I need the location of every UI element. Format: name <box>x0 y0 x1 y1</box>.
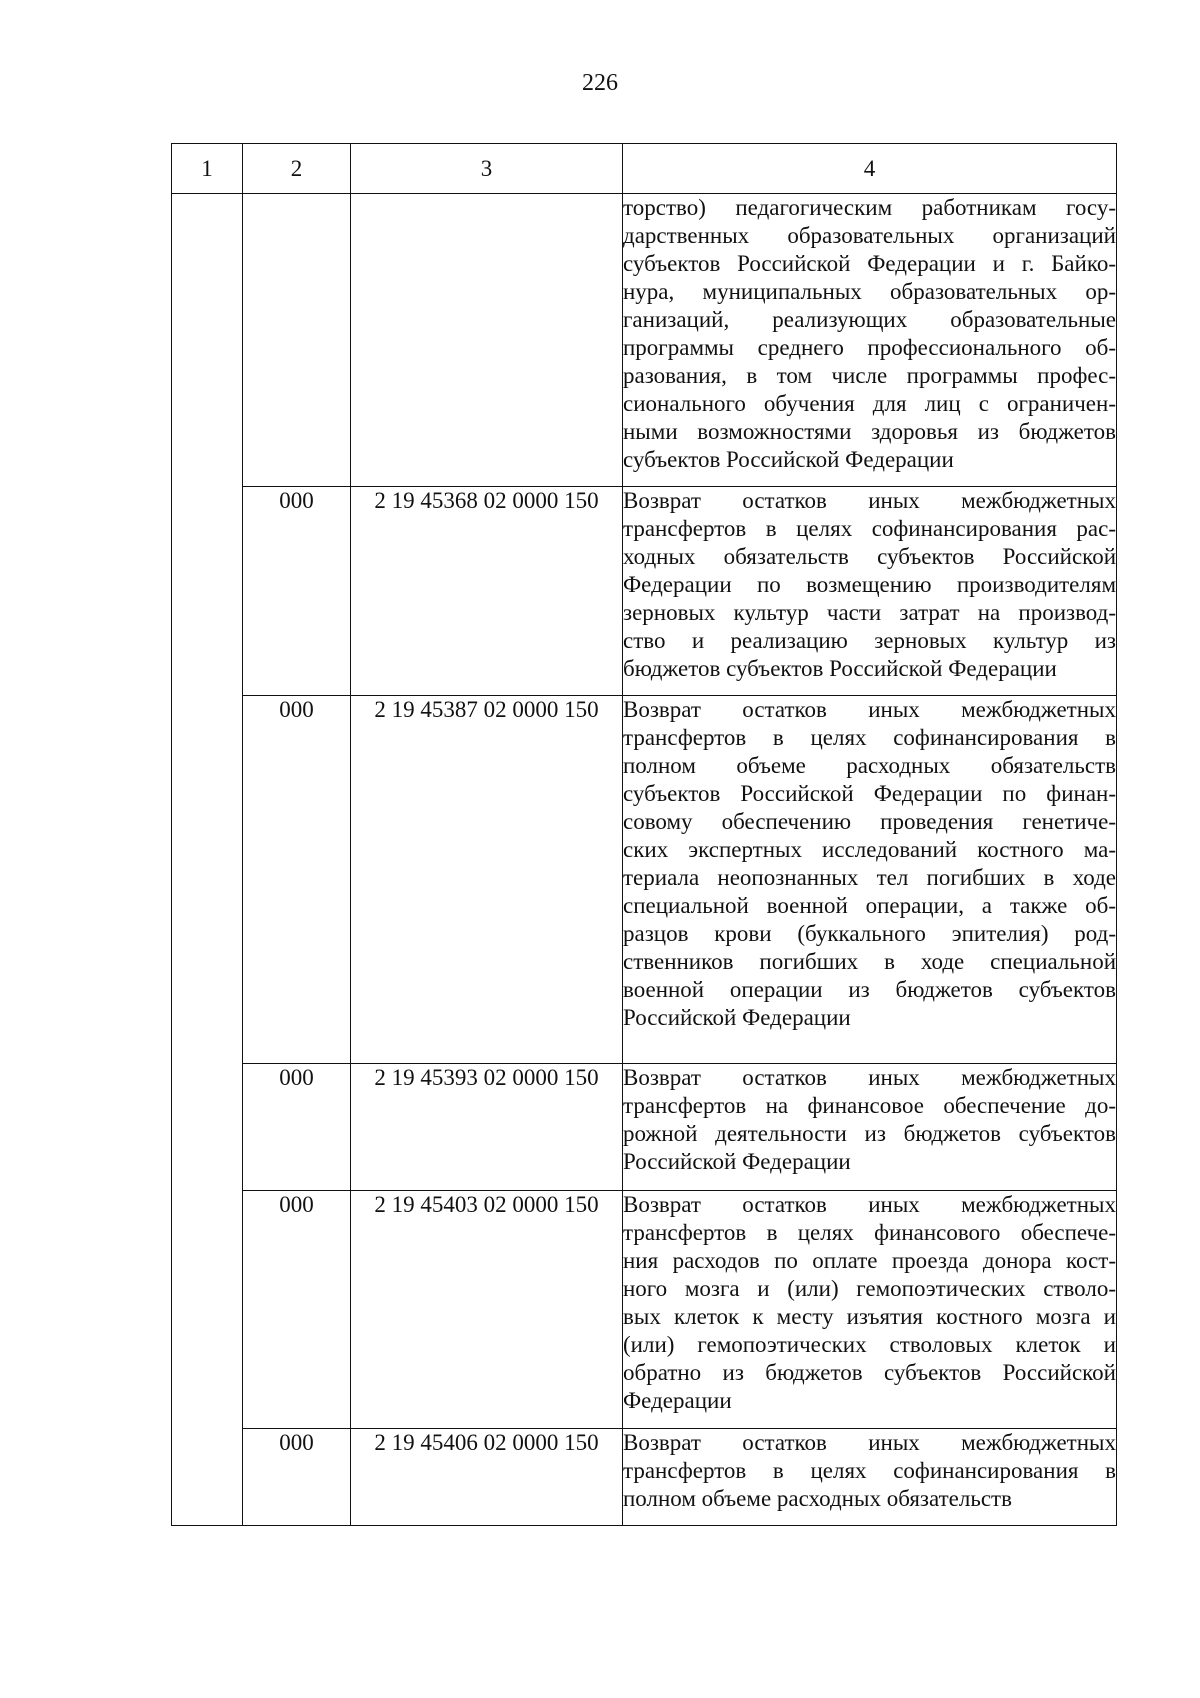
description-line: Федерации по возмещению производителям <box>623 572 1116 597</box>
description-cell <box>623 1429 1117 1526</box>
description-line: разования, в том числе программы профес- <box>623 363 1116 388</box>
description-line: Возврат остатков иных межбюджетных <box>623 697 1116 722</box>
description-line: трансфертов в целях софинансирования рас- <box>623 516 1116 541</box>
description-line: специальной военной операции, а также об- <box>623 893 1116 918</box>
description-line: субъектов Российской Федерации и г. Байко- <box>623 251 1116 276</box>
description-line: военной операции из бюджетов субъектов <box>623 977 1116 1002</box>
table-row-continuation <box>172 194 1117 487</box>
revenue-code-cell <box>351 194 623 487</box>
description-line: трансфертов в целях софинансирования в <box>623 1458 1116 1483</box>
description-line: ганизаций, реализующих образовательные <box>623 307 1116 332</box>
admin-code-cell: 000 <box>243 1064 351 1191</box>
description-cell <box>623 1191 1117 1429</box>
description-text <box>623 194 1116 474</box>
description-line: трансфертов в целях финансового обеспече- <box>623 1220 1116 1245</box>
description-line: рожной деятельности из бюджетов субъектов <box>623 1121 1116 1146</box>
description-line: (или) гемопоэтических стволовых клеток и <box>623 1332 1116 1357</box>
description-cell <box>623 696 1117 1064</box>
description-line: териала неопознанных тел погибших в ходе <box>623 865 1116 890</box>
description-line: Возврат остатков иных межбюджетных <box>623 1065 1116 1090</box>
description-line: ходных обязательств субъектов Российской <box>623 544 1116 569</box>
description-text <box>623 487 1116 683</box>
revenue-code-cell: 2 19 45393 02 0000 150 <box>351 1064 623 1191</box>
description-line: субъектов Российской Федерации <box>623 447 954 472</box>
description-text <box>623 1064 1116 1176</box>
admin-code-cell: 000 <box>243 696 351 1064</box>
description-line: совому обеспечению проведения генетиче- <box>623 809 1116 834</box>
description-line: программы среднего профессионального об- <box>623 335 1116 360</box>
description-line: ских экспертных исследований костного ма- <box>623 837 1116 862</box>
description-line: Возврат остатков иных межбюджетных <box>623 1192 1116 1217</box>
description-line: ственников погибших в ходе специальной <box>623 949 1116 974</box>
description-line: дарственных образовательных организаций <box>623 223 1116 248</box>
description-line: ного мозга и (или) гемопоэтических стволо- <box>623 1276 1116 1301</box>
description-text <box>623 1191 1116 1415</box>
description-line: зерновых культур части затрат на производ- <box>623 600 1116 625</box>
column-header-1: 1 <box>172 144 243 194</box>
table-row <box>172 696 1117 1064</box>
admin-code-cell <box>243 194 351 487</box>
description-text <box>623 1429 1116 1513</box>
table-row <box>172 1064 1117 1191</box>
description-cell <box>623 487 1117 696</box>
admin-code-cell: 000 <box>243 1429 351 1526</box>
table-header-row <box>172 144 1117 194</box>
admin-code-cell: 000 <box>243 487 351 696</box>
description-line: Федерации <box>623 1388 732 1413</box>
description-line: Возврат остатков иных межбюджетных <box>623 1430 1116 1455</box>
table-row <box>172 1429 1117 1526</box>
description-line: Российской Федерации <box>623 1149 851 1174</box>
revenue-code-cell: 2 19 45406 02 0000 150 <box>351 1429 623 1526</box>
description-line: трансфертов в целях софинансирования в <box>623 725 1116 750</box>
page-number: 226 <box>582 70 618 96</box>
revenue-code-cell: 2 19 45387 02 0000 150 <box>351 696 623 1064</box>
table-row <box>172 1191 1117 1429</box>
description-line: субъектов Российской Федерации по финан- <box>623 781 1116 806</box>
description-line: полном объеме расходных обязательств <box>623 753 1116 778</box>
description-line: бюджетов субъектов Российской Федерации <box>623 656 1057 681</box>
description-line: сионального обучения для лиц с ограничен- <box>623 391 1116 416</box>
description-line: Российской Федерации <box>623 1005 851 1030</box>
column-1-cell <box>172 194 243 1526</box>
table-row <box>172 487 1117 696</box>
column-header-4: 4 <box>623 144 1117 194</box>
description-line: разцов крови (буккального эпителия) род- <box>623 921 1116 946</box>
description-line: трансфертов на финансовое обеспечение до- <box>623 1093 1116 1118</box>
description-line: вых клеток к месту изъятия костного мозга и <box>623 1304 1116 1329</box>
revenue-code-cell: 2 19 45403 02 0000 150 <box>351 1191 623 1429</box>
description-line: ство и реализацию зерновых культур из <box>623 628 1116 653</box>
description-line: Возврат остатков иных межбюджетных <box>623 488 1116 513</box>
column-header-2: 2 <box>243 144 351 194</box>
description-line: ными возможностями здоровья из бюджетов <box>623 419 1116 444</box>
description-line: обратно из бюджетов субъектов Российской <box>623 1360 1116 1385</box>
revenue-code-cell: 2 19 45368 02 0000 150 <box>351 487 623 696</box>
description-cell <box>623 194 1117 487</box>
description-line: нура, муниципальных образовательных ор- <box>623 279 1116 304</box>
admin-code-cell: 000 <box>243 1191 351 1429</box>
description-line: ния расходов по оплате проезда донора кост- <box>623 1248 1116 1273</box>
column-header-3: 3 <box>351 144 623 194</box>
description-text <box>623 696 1116 1032</box>
budget-table <box>171 143 1117 1526</box>
description-line: торство) педагогическим работникам госу- <box>623 195 1116 220</box>
description-cell <box>623 1064 1117 1191</box>
description-line: полном объеме расходных обязательств <box>623 1486 1012 1511</box>
